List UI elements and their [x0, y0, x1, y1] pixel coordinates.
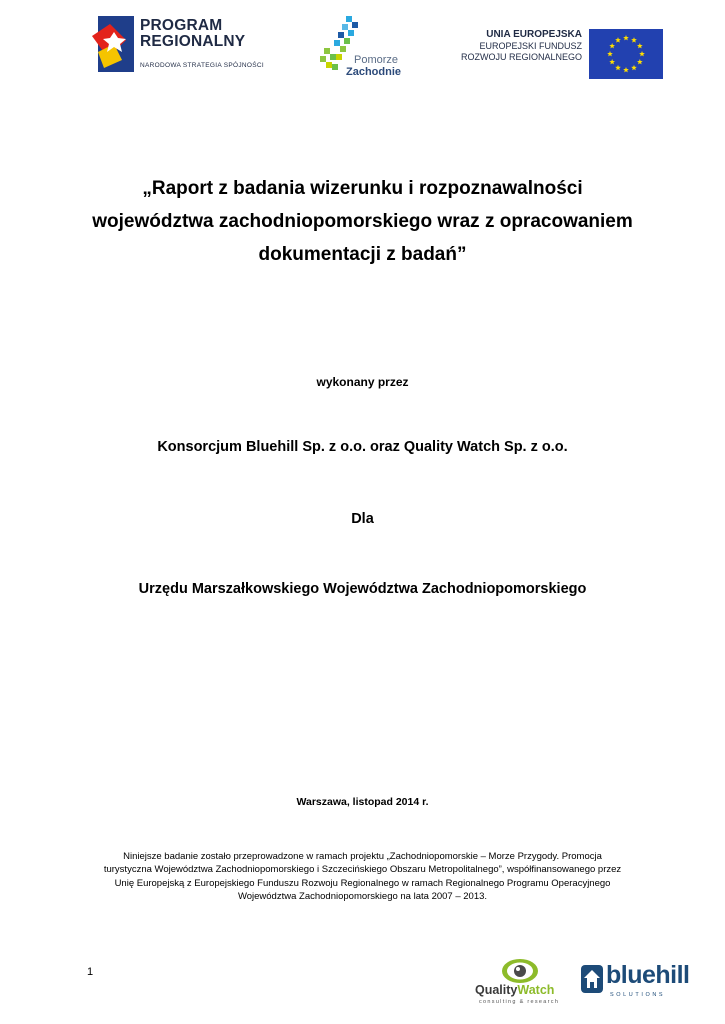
- page-number: 1: [87, 966, 94, 978]
- document-title: [60, 172, 665, 271]
- eu-star-icon: [615, 37, 621, 42]
- note-line-3: Unię Europejską z Europejskiego Funduszu Rozwoju Regionalnego w ramach Regionalnego Programu Operacyjnego: [114, 877, 611, 889]
- eu-star-icon: [631, 37, 637, 42]
- pomorze-logo-line1: Pomorze: [354, 54, 399, 66]
- qualitywatch-logo: [474, 956, 574, 1012]
- pomorze-zachodnie-logo: [316, 14, 416, 78]
- eu-logo-line3: ROZWOJU REGIONALNEGO: [460, 52, 582, 62]
- qualitywatch-subtitle: consulting & research: [479, 999, 560, 1005]
- eu-star-icon: [637, 59, 643, 64]
- funding-note: [85, 850, 640, 903]
- note-line-2: turystyczna Województwa Zachodniopomorskiego i Szczecińskiego Obszaru Metropolitalnego”, współfinansowanego przez: [103, 864, 622, 876]
- eu-star-icon: [607, 51, 613, 56]
- eu-star-icon: [639, 51, 645, 56]
- bluehill-logo: [580, 961, 692, 1008]
- eu-star-icon: [637, 43, 643, 48]
- title-line-1: „Raport z badania wizerunku i rozpoznawalności: [142, 178, 583, 199]
- program-regionalny-logo: [92, 14, 282, 76]
- eu-flag-icon: [589, 29, 663, 79]
- program-regionalny-emblem-icon: [92, 14, 136, 76]
- bluehill-emblem-icon: [580, 964, 604, 994]
- program-logo-line2: REGIONALNY: [140, 33, 246, 50]
- eu-star-icon: [609, 59, 615, 64]
- qualitywatch-name-a: Quality: [475, 983, 518, 997]
- eu-logo-text: [440, 29, 582, 64]
- title-line-3: dokumentacji z badań”: [258, 244, 467, 265]
- prepared-by-label: wykonany przez: [316, 375, 409, 389]
- consortium-name: Konsorcjum Bluehill Sp. z o.o. oraz Quality Watch Sp. z o.o.: [157, 439, 568, 455]
- eu-star-icon: [631, 65, 637, 70]
- pomorze-logo-line2: Zachodnie: [346, 66, 402, 78]
- program-logo-subtitle: NARODOWA STRATEGIA SPÓJNOŚCI: [140, 62, 264, 69]
- eu-star-icon: [609, 43, 615, 48]
- for-label: Dla: [351, 511, 374, 527]
- eu-logo-line2: EUROPEJSKI FUNDUSZ: [479, 40, 582, 51]
- eu-star-icon: [623, 35, 629, 40]
- recipient-name: Urzędu Marszałkowskiego Województwa Zachodniopomorskiego: [138, 581, 587, 597]
- bluehill-name: bluehill: [606, 961, 690, 989]
- program-logo-line1: PROGRAM: [140, 17, 223, 34]
- qualitywatch-name-b: Watch: [517, 983, 555, 997]
- eu-star-icon: [615, 65, 621, 70]
- note-line-1: Niniejsze badanie zostało przeprowadzone w ramach projektu „Zachodniopomorskie – Morze Przygody. Promocja: [123, 851, 602, 862]
- title-line-2: województwa zachodniopomorskiego wraz z opracowaniem: [92, 211, 633, 232]
- eu-star-icon: [623, 67, 629, 72]
- note-line-4: Województwa Zachodniopomorskiego na lata 2007 – 2013.: [237, 890, 488, 902]
- bluehill-subtitle: SOLUTIONS: [610, 992, 666, 998]
- eye-icon: [474, 956, 574, 986]
- eu-logo-line1: UNIA EUROPEJSKA: [486, 29, 582, 40]
- place-date: Warszawa, listopad 2014 r.: [296, 796, 429, 808]
